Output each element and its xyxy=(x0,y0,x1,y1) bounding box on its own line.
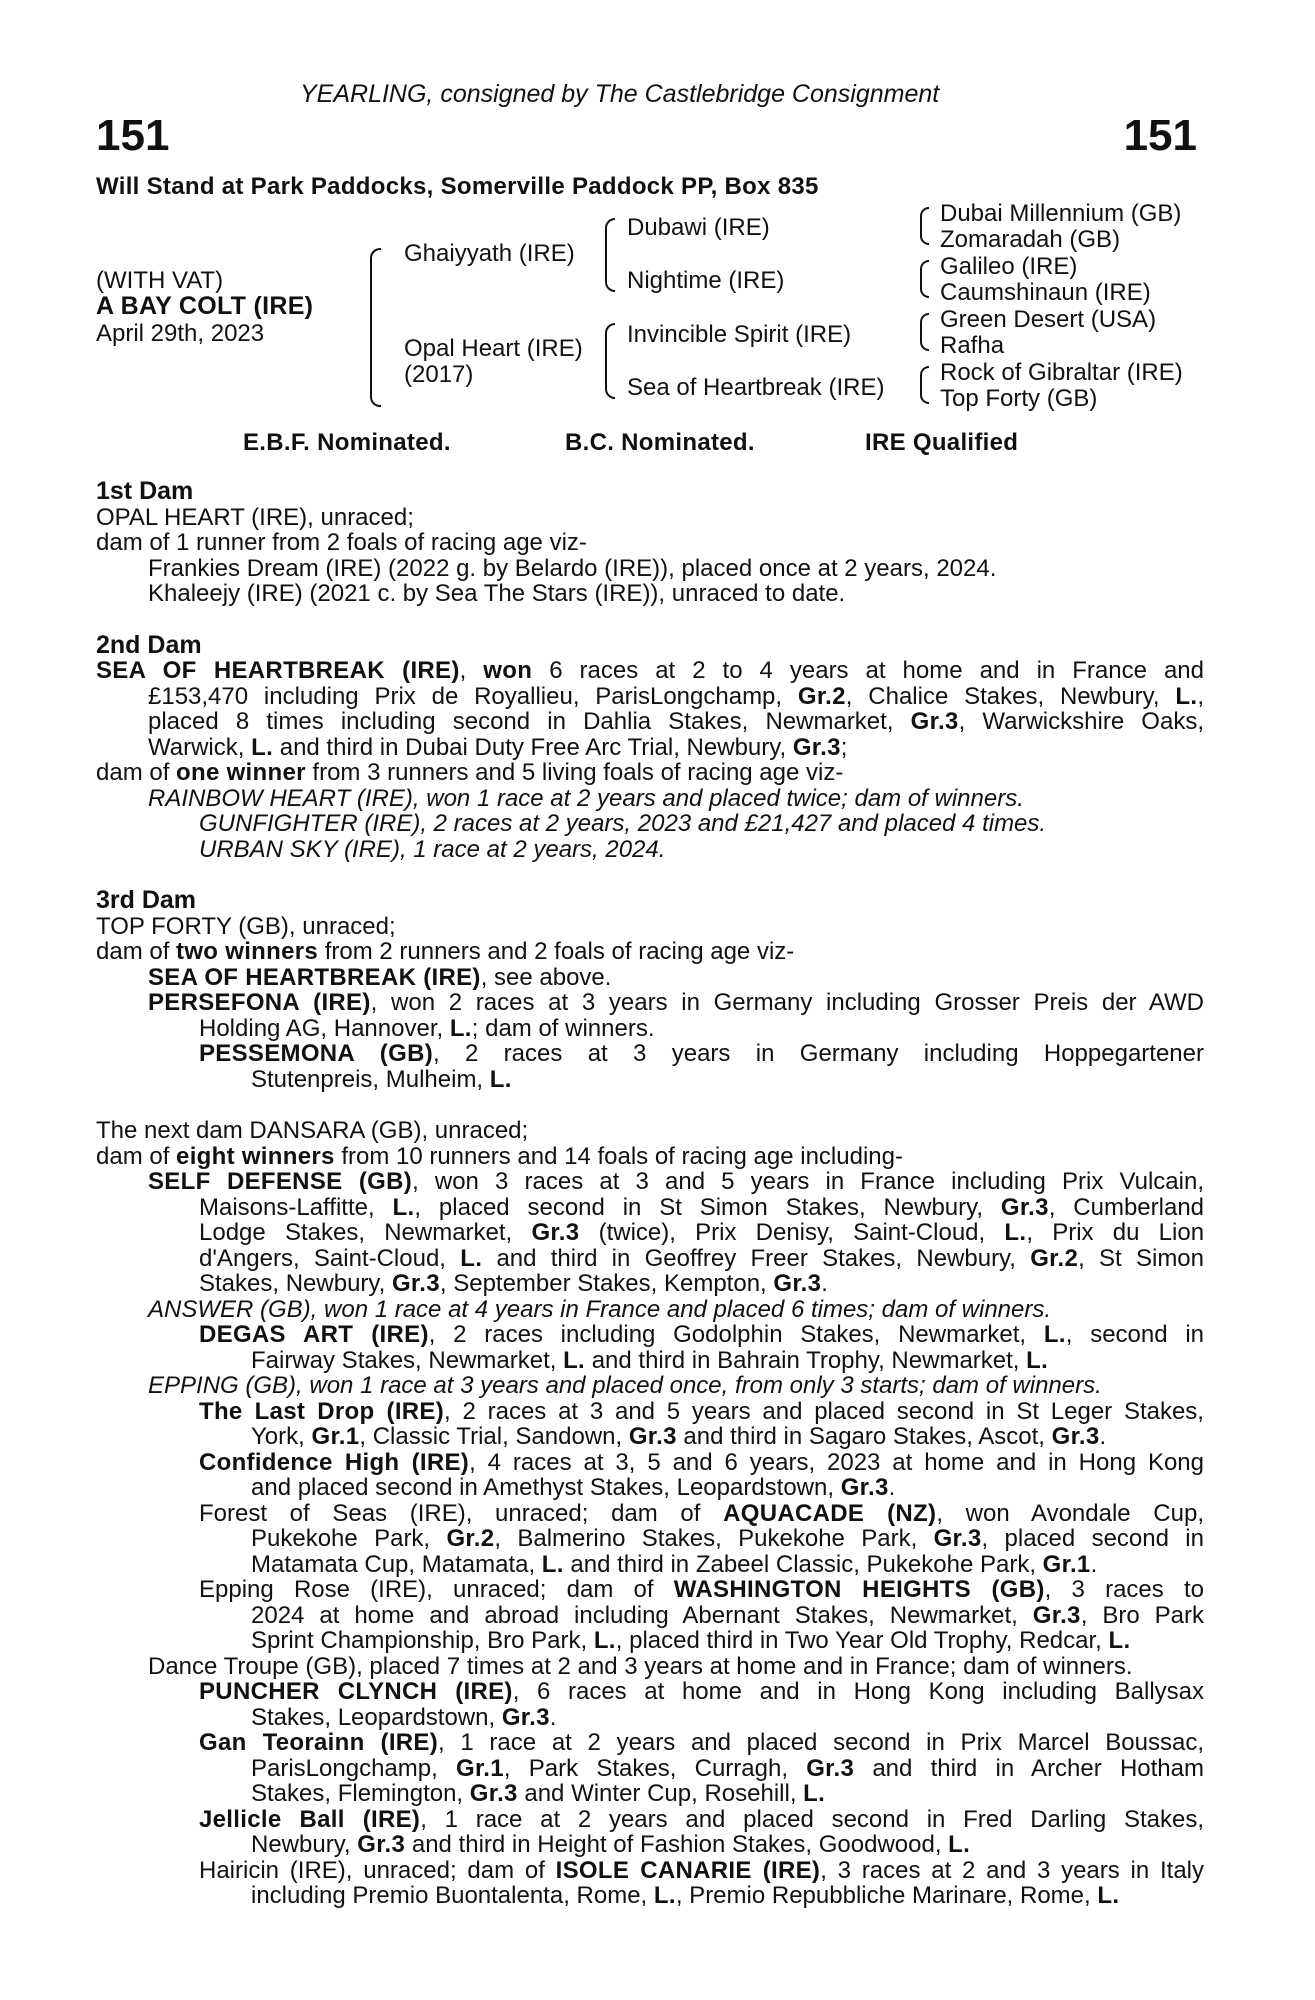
pedigree-sire-sire: Dubawi (IRE) xyxy=(627,214,770,241)
produce-entry: DEGAS ART (IRE), 2 races including Godolphin Stakes, Newmarket, L., second in xyxy=(199,1322,1204,1348)
produce-entry: Fairway Stakes, Newmarket, L. and third in Bahrain Trophy, Newmarket, L. xyxy=(251,1347,1049,1373)
produce-entry: ParisLongchamp, Gr.1, Park Stakes, Curragh, Gr.3 and third in Archer Hotham xyxy=(251,1755,1204,1781)
produce-entry: Matamata Cup, Matamata, L. and third in Zabeel Classic, Pukekohe Park, Gr.1. xyxy=(251,1551,1098,1577)
third-dam-line: TOP FORTY (GB), unraced; xyxy=(96,913,396,939)
second-dam-produce-summary: dam of one winner from 3 runners and 5 living foals of racing age viz- xyxy=(96,760,844,786)
produce-entry: GUNFIGHTER (IRE), 2 races at 2 years, 2023 and £21,427 and placed 4 times. xyxy=(199,811,1047,837)
first-dam-produce-summary: dam of 1 runner from 2 foals of racing age viz- xyxy=(96,530,587,556)
produce-entry: York, Gr.1, Classic Trial, Sandown, Gr.3 and third in Sagaro Stakes, Ascot, Gr.3. xyxy=(251,1424,1107,1450)
produce-entry: PESSEMONA (GB), 2 races at 3 years in Germany including Hoppegartener xyxy=(199,1041,1204,1067)
produce-entry: Holding AG, Hannover, L.; dam of winners. xyxy=(199,1015,655,1041)
consignment-line: YEARLING, consigned by The Castlebridge Consignment xyxy=(300,80,940,108)
next-dam-produce-summary: dam of eight winners from 10 runners and 14 foals of racing age including- xyxy=(96,1143,903,1169)
pedigree-notes xyxy=(96,479,1204,1909)
produce-entry: Sprint Championship, Bro Park, L., placed third in Two Year Old Trophy, Redcar, L. xyxy=(251,1628,1131,1654)
pedigree-g6: Rafha xyxy=(940,332,1005,359)
produce-entry: Forest of Seas (IRE), unraced; dam of AQUACADE (NZ), won Avondale Cup, xyxy=(199,1500,1204,1526)
produce-entry: Lodge Stakes, Newmarket, Gr.3 (twice), Prix Denisy, Saint-Cloud, L., Prix du Lion xyxy=(199,1220,1204,1246)
produce-entry: Dance Troupe (GB), placed 7 times at 2 and 3 years at home and in France; dam of winners. xyxy=(148,1653,1133,1679)
pedigree-g8: Top Forty (GB) xyxy=(940,385,1098,412)
produce-entry: Stakes, Flemington, Gr.3 and Winter Cup, Rosehill, L. xyxy=(251,1781,826,1807)
pedigree-brace-main xyxy=(370,248,381,407)
stand-location: Will Stand at Park Paddocks, Somerville Paddock PP, Box 835 xyxy=(96,173,819,200)
produce-entry: SEA OF HEARTBREAK (IRE), see above. xyxy=(148,964,612,990)
first-dam-line: OPAL HEART (IRE), unraced; xyxy=(96,504,414,530)
pedigree-brace-dam xyxy=(605,323,615,399)
foaling-date: April 29th, 2023 xyxy=(96,320,265,347)
lot-number-left: 151 xyxy=(96,111,170,160)
produce-entry: Maisons-Laffitte, L., placed second in St Simon Stakes, Newbury, Gr.3, Cumberland xyxy=(199,1194,1204,1220)
pedigree-sire: Ghaiyyath (IRE) xyxy=(404,240,575,267)
produce-entry: RAINBOW HEART (IRE), won 1 race at 2 years and placed twice; dam of winners. xyxy=(148,785,1024,811)
first-dam-title: 1st Dam xyxy=(96,479,194,505)
vat-note: (WITH VAT) xyxy=(96,267,224,294)
produce-entry: 2024 at home and abroad including Abernant Stakes, Newmarket, Gr.3, Bro Park xyxy=(251,1602,1204,1628)
produce-entry: Newbury, Gr.3 and third in Height of Fashion Stakes, Goodwood, L. xyxy=(251,1832,971,1858)
produce-entry: Confidence High (IRE), 4 races at 3, 5 and 6 years, 2023 at home and in Hong Kong xyxy=(199,1449,1204,1475)
third-dam-title: 3rd Dam xyxy=(96,888,197,914)
produce-entry: The Last Drop (IRE), 2 races at 3 and 5 years and placed second in St Leger Stakes, xyxy=(199,1398,1204,1424)
pedigree-brace-g1 xyxy=(920,207,929,245)
produce-entry: ANSWER (GB), won 1 race at 4 years in France and placed 6 times; dam of winners. xyxy=(148,1296,1052,1322)
third-dam-produce-summary: dam of two winners from 2 runners and 2 foals of racing age viz- xyxy=(96,939,795,965)
second-dam-record: SEA OF HEARTBREAK (IRE), won 6 races at 2 to 4 years at home and in France and xyxy=(96,658,1204,684)
horse-name: A BAY COLT (IRE) xyxy=(96,292,314,320)
ebf-nomination: E.B.F. Nominated. xyxy=(243,429,451,456)
produce-entry: URBAN SKY (IRE), 1 race at 2 years, 2024. xyxy=(199,836,666,862)
second-dam-record: placed 8 times including second in Dahlia Stakes, Newmarket, Gr.3, Warwickshire Oaks, xyxy=(148,709,1204,735)
pedigree-g2: Zomaradah (GB) xyxy=(940,226,1121,253)
second-dam-section xyxy=(96,633,1204,863)
produce-entry: d'Angers, Saint-Cloud, L. and third in Geoffrey Freer Stakes, Newbury, Gr.2, St Simon xyxy=(199,1245,1204,1271)
ire-qualification: IRE Qualified xyxy=(865,429,1019,456)
produce-entry: Stutenpreis, Mulheim, L. xyxy=(251,1066,512,1092)
pedigree-brace-g3 xyxy=(920,313,929,351)
produce-entry: PERSEFONA (IRE), won 2 races at 3 years in Germany including Grosser Preis der AWD xyxy=(148,990,1204,1016)
produce-entry: Hairicin (IRE), unraced; dam of ISOLE CANARIE (IRE), 3 races at 2 and 3 years in Italy xyxy=(199,1857,1204,1883)
first-dam-section xyxy=(96,479,1204,607)
produce-entry: Epping Rose (IRE), unraced; dam of WASHINGTON HEIGHTS (GB), 3 races to xyxy=(199,1577,1204,1603)
produce-entry: Pukekohe Park, Gr.2, Balmerino Stakes, Pukekohe Park, Gr.3, placed second in xyxy=(251,1526,1204,1552)
produce-entry: Gan Teorainn (IRE), 1 race at 2 years and placed second in Prix Marcel Boussac, xyxy=(199,1730,1204,1756)
third-dam-section xyxy=(96,888,1204,1092)
pedigree-dam-year: (2017) xyxy=(404,361,474,388)
produce-entry: including Premio Buontalenta, Rome, L., Premio Repubbliche Marinare, Rome, L. xyxy=(251,1883,1120,1909)
pedigree-dam: Opal Heart (IRE) xyxy=(404,335,583,362)
second-dam-record: Warwick, L. and third in Dubai Duty Free Arc Trial, Newbury, Gr.3; xyxy=(148,734,848,760)
produce-entry: Jellicle Ball (IRE), 1 race at 2 years and placed second in Fred Darling Stakes, xyxy=(199,1806,1204,1832)
pedigree-brace-sire xyxy=(605,218,615,292)
next-dam-section xyxy=(96,1118,1204,1909)
produce-entry: Stakes, Leopardstown, Gr.3. xyxy=(251,1704,557,1730)
produce-entry: Frankies Dream (IRE) (2022 g. by Belardo (IRE)), placed once at 2 years, 2024. xyxy=(148,555,997,581)
produce-entry: and placed second in Amethyst Stakes, Leopardstown, Gr.3. xyxy=(251,1475,896,1501)
pedigree-brace-g4 xyxy=(920,366,929,404)
produce-entry: SELF DEFENSE (GB), won 3 races at 3 and 5 years in France including Prix Vulcain, xyxy=(148,1169,1204,1195)
second-dam-record: £153,470 including Prix de Royallieu, ParisLongchamp, Gr.2, Chalice Stakes, Newbury, L., xyxy=(148,683,1204,709)
pedigree-brace-g2 xyxy=(920,260,929,298)
pedigree-g5: Green Desert (USA) xyxy=(940,306,1157,333)
pedigree-dam-dam: Sea of Heartbreak (IRE) xyxy=(627,374,885,401)
second-dam-title: 2nd Dam xyxy=(96,632,202,658)
produce-entry: PUNCHER CLYNCH (IRE), 6 races at home and in Hong Kong including Ballysax xyxy=(199,1679,1204,1705)
produce-entry: Khaleejy (IRE) (2021 c. by Sea The Stars (IRE)), unraced to date. xyxy=(148,581,846,607)
pedigree-g3: Galileo (IRE) xyxy=(940,253,1078,280)
pedigree-dam-sire: Invincible Spirit (IRE) xyxy=(627,321,852,348)
pedigree-g1: Dubai Millennium (GB) xyxy=(940,200,1182,227)
produce-entry: EPPING (GB), won 1 race at 3 years and placed once, from only 3 starts; dam of winners. xyxy=(148,1373,1102,1399)
lot-number-right: 151 xyxy=(1123,111,1197,160)
pedigree-g4: Caumshinaun (IRE) xyxy=(940,279,1151,306)
produce-entry: Stakes, Newbury, Gr.3, September Stakes, Kempton, Gr.3. xyxy=(199,1271,828,1297)
bc-nomination: B.C. Nominated. xyxy=(565,429,755,456)
pedigree-sire-dam: Nightime (IRE) xyxy=(627,267,785,294)
pedigree-g7: Rock of Gibraltar (IRE) xyxy=(940,359,1183,386)
next-dam-line: The next dam DANSARA (GB), unraced; xyxy=(96,1118,529,1144)
